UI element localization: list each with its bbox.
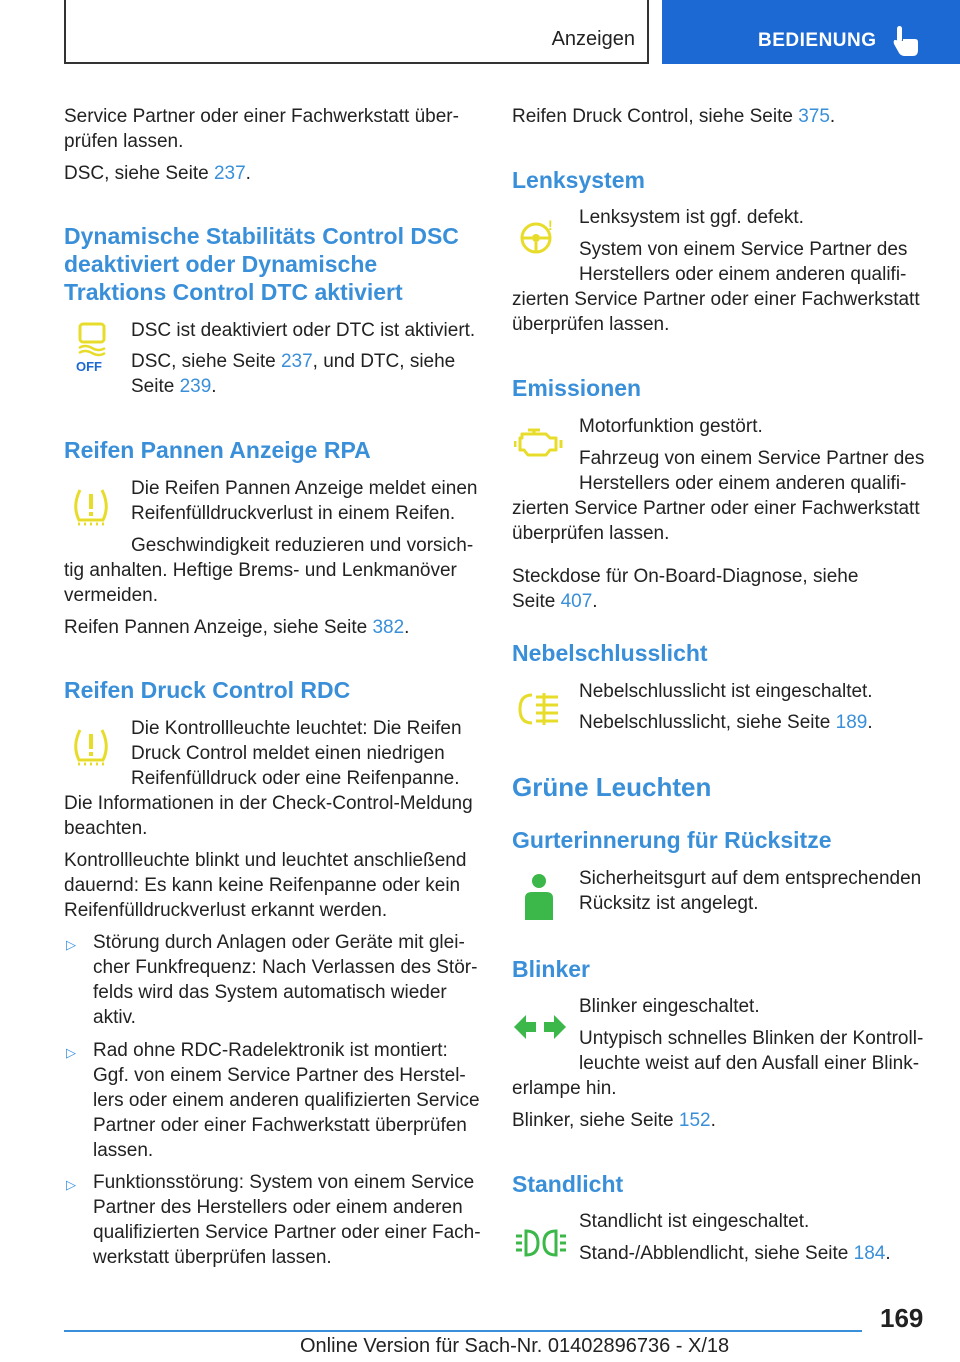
dsc-reference-2: DSC, siehe Seite 237, und DTC, siehe (131, 351, 456, 372)
section-title-dsc: Traktions Control DTC aktiviert (64, 279, 403, 305)
em-text: überprüfen lassen. (512, 523, 670, 544)
rpa-text: tig anhalten. Heftige Brems- und Lenkmanöver (64, 560, 457, 581)
tire-pressure-warning-icon (70, 486, 112, 528)
section-title-nebelschlusslicht: Nebelschlusslicht (512, 640, 708, 666)
em-text: Steckdose für On-Board-Diagnose, siehe (512, 566, 859, 587)
page-link[interactable]: 239 (179, 376, 212, 397)
lenk-text: überprüfen lassen. (512, 314, 670, 335)
list-item: Funktionsstörung: System von einem Service (93, 1172, 475, 1193)
blink-reference: Blinker, siehe Seite 152. (512, 1110, 716, 1131)
lenk-text: Lenksystem ist ggf. defekt. (579, 207, 804, 228)
footer-divider (64, 1330, 862, 1332)
stand-text: Standlicht ist eingeschaltet. (579, 1211, 810, 1232)
header-section-box (64, 0, 649, 64)
blink-text: Blinker eingeschaltet. (579, 996, 760, 1017)
list-item: aktiv. (93, 1007, 136, 1028)
list-item: Ggf. von einem Service Partner des Herstel‐ (93, 1065, 466, 1086)
dsc-text: DSC ist deaktiviert oder DTC ist aktiviert. (131, 320, 476, 341)
dsc-reference: DSC, siehe Seite 237. (64, 163, 251, 184)
neb-reference: Nebelschlusslicht, siehe Seite 189. (579, 712, 873, 733)
dsc-reference-2: Seite 239. (131, 376, 217, 397)
chapter-subtitle-gruene-leuchten: Grüne Leuchten (512, 772, 712, 802)
em-text: Herstellers oder einem anderen qualifi‐ (579, 473, 907, 494)
section-title-dsc: deaktiviert oder Dynamische (64, 251, 378, 277)
rdc-text: Kontrollleuchte blinkt und leuchtet anschließend (64, 850, 467, 871)
turn-signal-icon (514, 1012, 566, 1042)
intro-line: Service Partner oder einer Fachwerkstatt über‐ (64, 106, 459, 127)
bullet-marker: ▷ (66, 1045, 76, 1060)
rdc-text: Die Kontrollleuchte leuchtet: Die Reifen (131, 718, 462, 739)
rpa-text: Geschwindigkeit reduzieren und vorsich‐ (131, 535, 474, 556)
blink-text: Untypisch schnelles Blinken der Kontroll‐ (579, 1028, 924, 1049)
svg-text:OFF: OFF (76, 359, 102, 372)
em-text: Fahrzeug von einem Service Partner des (579, 448, 925, 469)
section-title-gurterinnerung: Gurterinnerung für Rücksitze (512, 827, 832, 853)
em-text: Motorfunktion gestört. (579, 416, 763, 437)
footer-online-version: Online Version für Sach-Nr. 01402896736 - X/18 (300, 1335, 730, 1357)
list-item: Rad ohne RDC-Radelektronik ist montiert: (93, 1040, 448, 1061)
lenk-text: Herstellers oder einem anderen qualifi‐ (579, 264, 907, 285)
intro-line: prüfen lassen. (64, 131, 184, 152)
em-text: zierten Service Partner oder einer Fachwerkstatt (512, 498, 920, 519)
engine-check-icon (514, 422, 564, 462)
section-title-rpa: Reifen Pannen Anzeige RPA (64, 437, 371, 463)
blink-text: leuchte weist auf den Ausfall einer Blink‐ (579, 1053, 920, 1074)
section-title-lenksystem: Lenksystem (512, 167, 645, 193)
page-link[interactable]: 375 (798, 106, 830, 127)
section-title-blinker: Blinker (512, 956, 590, 982)
obd-reference: Seite 407. (512, 591, 598, 612)
page-link[interactable]: 382 (372, 617, 405, 638)
lenk-text: zierten Service Partner oder einer Fachwerkstatt (512, 289, 920, 310)
rdc-text: Druck Control meldet einen niedrigen (131, 743, 445, 764)
rdc-text: dauernd: Es kann keine Reifenpanne oder kein (64, 875, 461, 896)
list-item: qualifizierten Service Partner oder einer Fach‐ (93, 1222, 481, 1243)
parking-light-icon (514, 1226, 568, 1260)
list-item: Partner des Herstellers oder einem anderen (93, 1197, 463, 1218)
header-section-title: Anzeigen (551, 28, 635, 50)
gurt-text: Sicherheitsgurt auf dem entsprechenden (579, 868, 922, 889)
list-item: felds wird das System automatisch wieder (93, 982, 447, 1003)
page-link[interactable]: 184 (853, 1243, 886, 1264)
page-link[interactable]: 152 (678, 1110, 711, 1131)
svg-text:!: ! (548, 217, 553, 233)
page-link[interactable]: 189 (835, 712, 868, 733)
list-item: lassen. (93, 1140, 154, 1161)
blink-text: erlampe hin. (512, 1078, 617, 1099)
list-item: cher Funkfrequenz: Nach Verlassen des Stör‐ (93, 957, 478, 978)
list-item: lers oder einem anderen qualifizierten Service (93, 1090, 480, 1111)
bullet-marker: ▷ (66, 1177, 76, 1192)
dsc-off-icon (76, 322, 108, 372)
section-title-emissionen: Emissionen (512, 375, 642, 401)
section-title-rdc: Reifen Druck Control RDC (64, 677, 351, 703)
page-link[interactable]: 407 (560, 591, 593, 612)
list-item: Störung durch Anlagen oder Geräte mit glei‐ (93, 932, 465, 953)
rdc-text: Reifenfülldruckverlust erkannt werden. (64, 900, 388, 921)
rdc-text: Die Informationen in der Check-Control-Meldung (64, 793, 473, 814)
gurt-text: Rücksitz ist angelegt. (579, 893, 759, 914)
rdc-text: Reifenfülldruck oder eine Reifenpanne. (131, 768, 460, 789)
rpa-reference: Reifen Pannen Anzeige, siehe Seite 382. (64, 617, 410, 638)
page-link[interactable]: 237 (213, 163, 246, 184)
rpa-text: Die Reifen Pannen Anzeige meldet einen (131, 478, 478, 499)
rear-fog-light-icon (514, 689, 564, 729)
section-title-dsc: Dynamische Stabilitäts Control DSC (64, 223, 459, 249)
lenk-text: System von einem Service Partner des (579, 239, 908, 260)
rdc-text: beachten. (64, 818, 148, 839)
rpa-text: Reifenfülldruckverlust in einem Reifen. (131, 503, 456, 524)
chapter-tab-label: BEDIENUNG (758, 30, 877, 51)
page-number: 169 (880, 1303, 924, 1333)
rdc-reference: Reifen Druck Control, siehe Seite 375. (512, 106, 836, 127)
list-item: werkstatt überprüfen lassen. (93, 1247, 332, 1268)
list-item: Partner oder einer Fachwerkstatt überprüfen (93, 1115, 467, 1136)
steering-warning-icon (514, 216, 558, 260)
neb-text: Nebelschlusslicht ist eingeschaltet. (579, 681, 873, 702)
stand-reference: Stand-/Abblendlicht, siehe Seite 184. (579, 1243, 891, 1264)
tire-pressure-warning-icon (70, 726, 112, 768)
rpa-text: vermeiden. (64, 585, 158, 606)
page-link[interactable]: 237 (280, 351, 313, 372)
section-title-standlicht: Standlicht (512, 1171, 624, 1197)
bullet-marker: ▷ (66, 937, 76, 952)
seatbelt-person-icon (522, 874, 556, 920)
hand-pointer-icon (893, 26, 919, 56)
